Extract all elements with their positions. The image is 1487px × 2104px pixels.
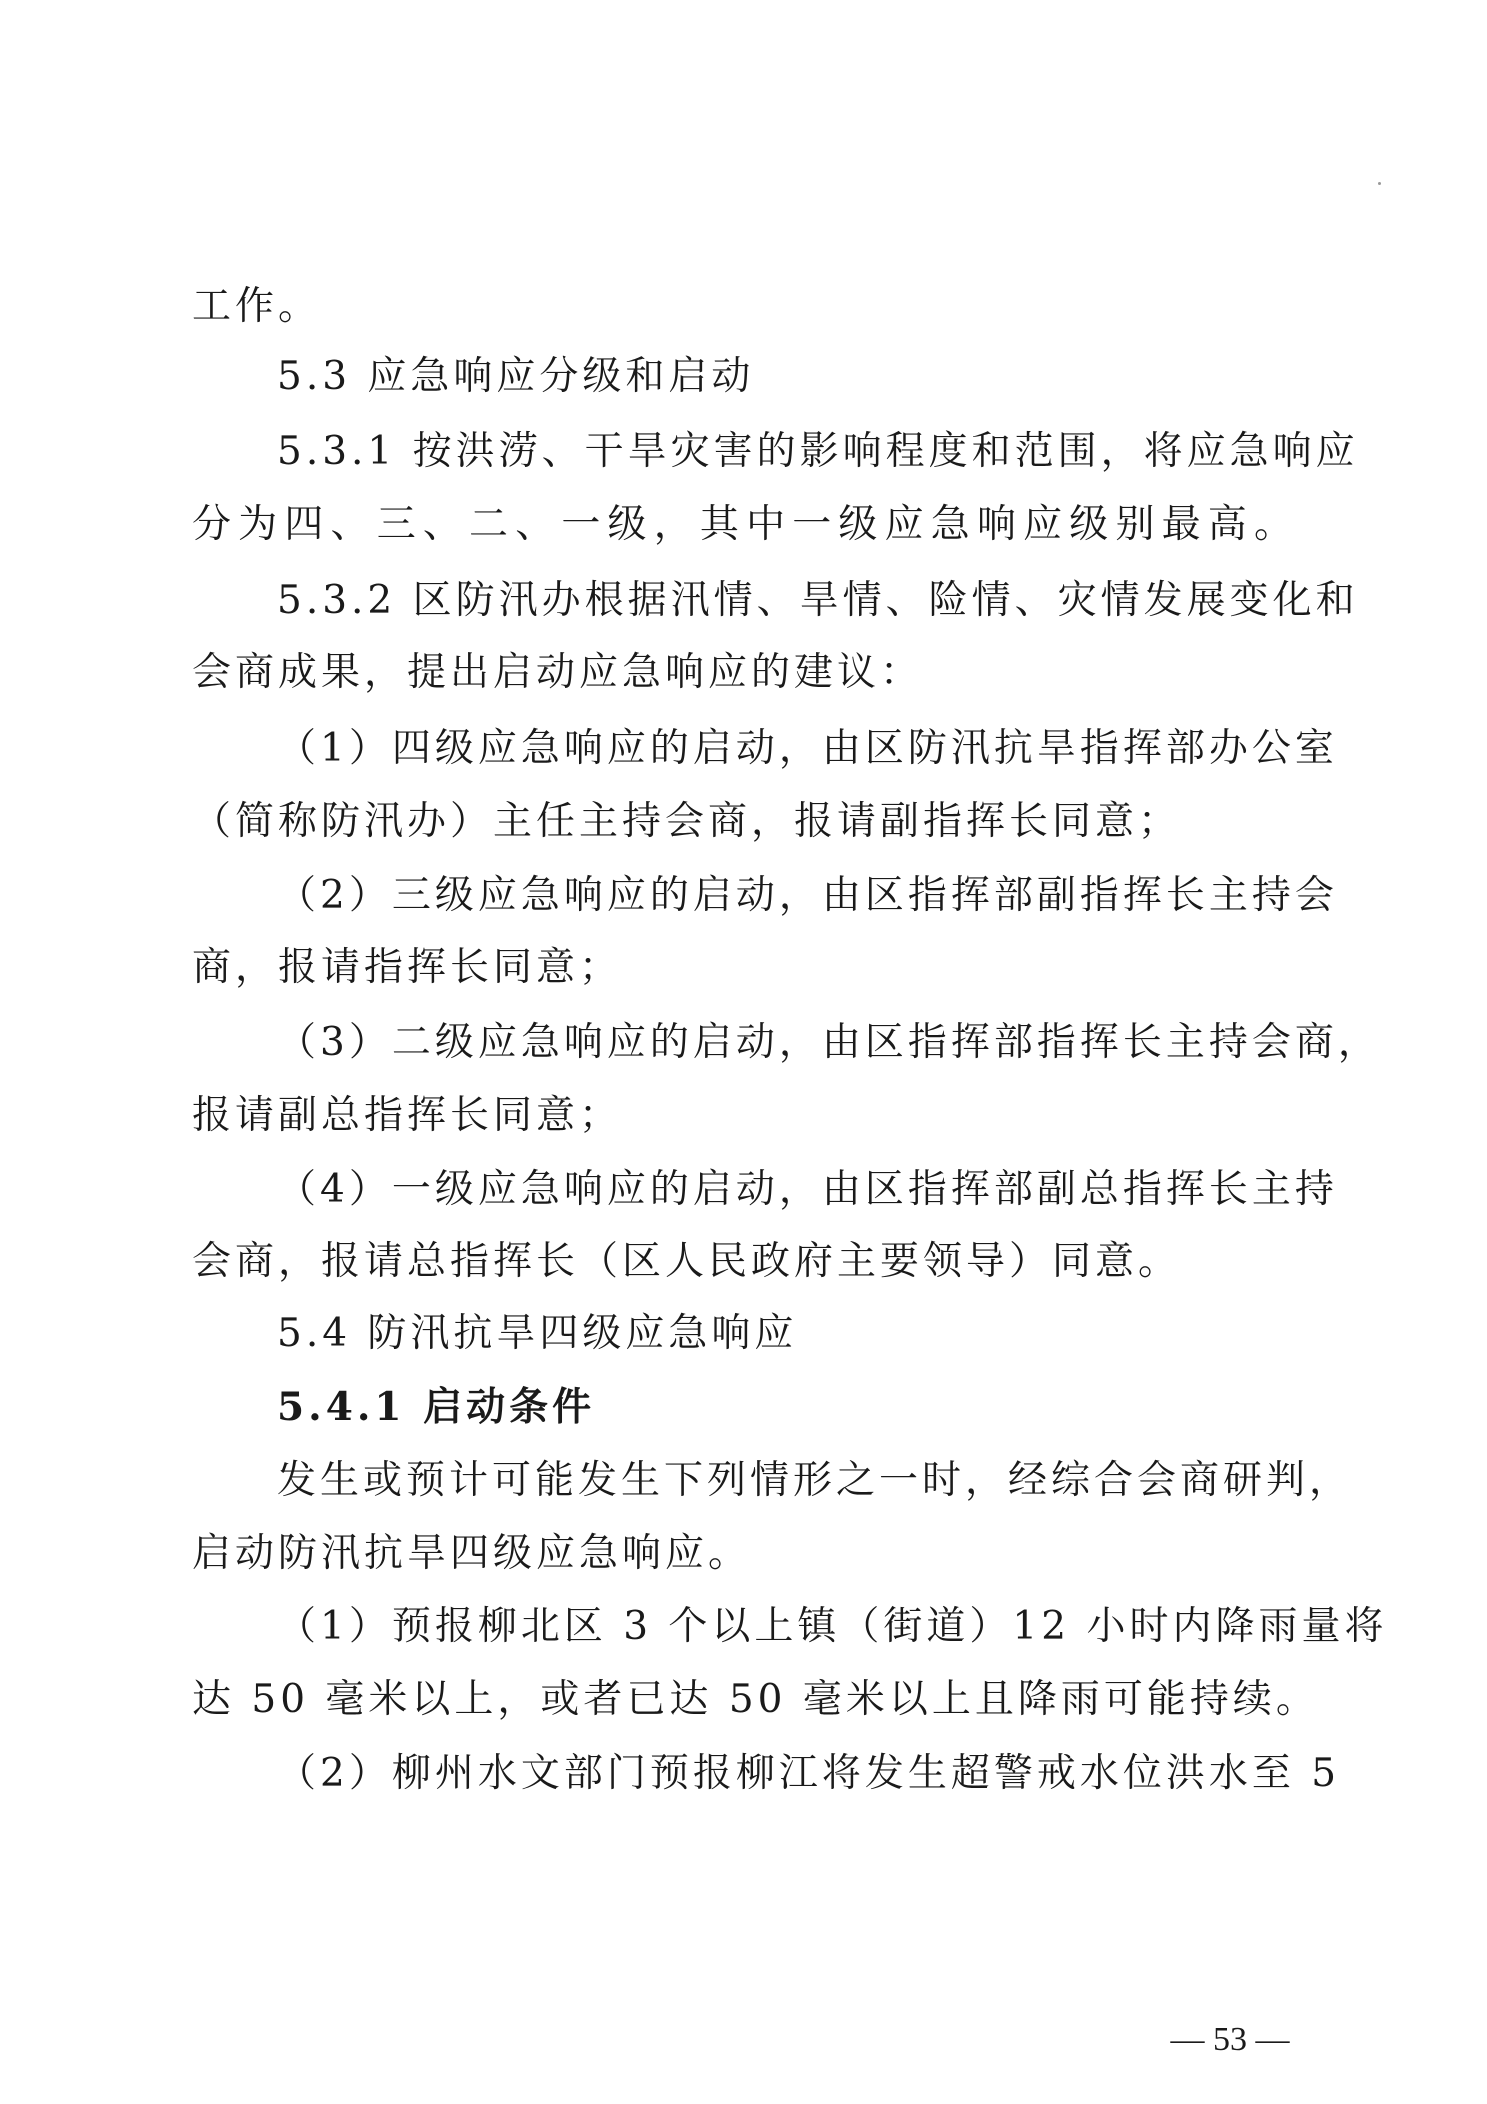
condition-2-line-1: （2）柳州水文部门预报柳江将发生超警戒水位洪水至 5 xyxy=(277,1751,1341,1796)
text-line-3: 5.3.1 按洪涝、干旱灾害的影响程度和范围，将应急响应 xyxy=(277,429,1359,474)
page-number: — 53 — xyxy=(1170,2021,1290,2058)
text-line-5: 5.3.2 区防汛办根据汛情、旱情、险情、灾情发展变化和 xyxy=(277,578,1359,623)
list-item-1-line-1: （1）四级应急响应的启动，由区防汛抗旱指挥部办公室 xyxy=(277,726,1338,771)
condition-1-line-2: 达 50 毫米以上，或者已达 50 毫米以上且降雨可能持续。 xyxy=(192,1677,1319,1722)
list-item-4-line-2: 会商，报请总指挥长（区人民政府主要领导）同意。 xyxy=(192,1239,1182,1284)
condition-1-line-1: （1）预报柳北区 3 个以上镇（街道）12 小时内降雨量将 xyxy=(277,1604,1388,1649)
subsection-heading-5-4-1: 5.4.1 启动条件 xyxy=(277,1384,596,1430)
scan-speck xyxy=(1378,182,1381,185)
list-item-2-line-2: 商，报请指挥长同意； xyxy=(192,945,623,990)
text-line-4: 分为四、三、二、一级，其中一级应急响应级别最高。 xyxy=(192,502,1297,547)
text-line-17: 发生或预计可能发生下列情形之一时，经综合会商研判， xyxy=(277,1458,1353,1503)
section-heading-5-3: 5.3 应急响应分级和启动 xyxy=(277,354,755,399)
list-item-4-line-1: （4）一级应急响应的启动，由区指挥部副总指挥长主持 xyxy=(277,1167,1338,1212)
text-line-6: 会商成果，提出启动应急响应的建议： xyxy=(192,650,924,695)
text-line-18: 启动防汛抗旱四级应急响应。 xyxy=(192,1531,752,1576)
list-item-2-line-1: （2）三级应急响应的启动，由区指挥部副指挥长主持会 xyxy=(277,873,1338,918)
text-line-1: 工作。 xyxy=(192,284,322,329)
list-item-3-line-2: 报请副总指挥长同意； xyxy=(192,1093,623,1138)
list-item-3-line-1: （3）二级应急响应的启动，由区指挥部指挥长主持会商， xyxy=(277,1020,1381,1065)
section-heading-5-4: 5.4 防汛抗旱四级应急响应 xyxy=(277,1311,798,1356)
list-item-1-line-2: （简称防汛办）主任主持会商，报请副指挥长同意； xyxy=(192,799,1182,844)
